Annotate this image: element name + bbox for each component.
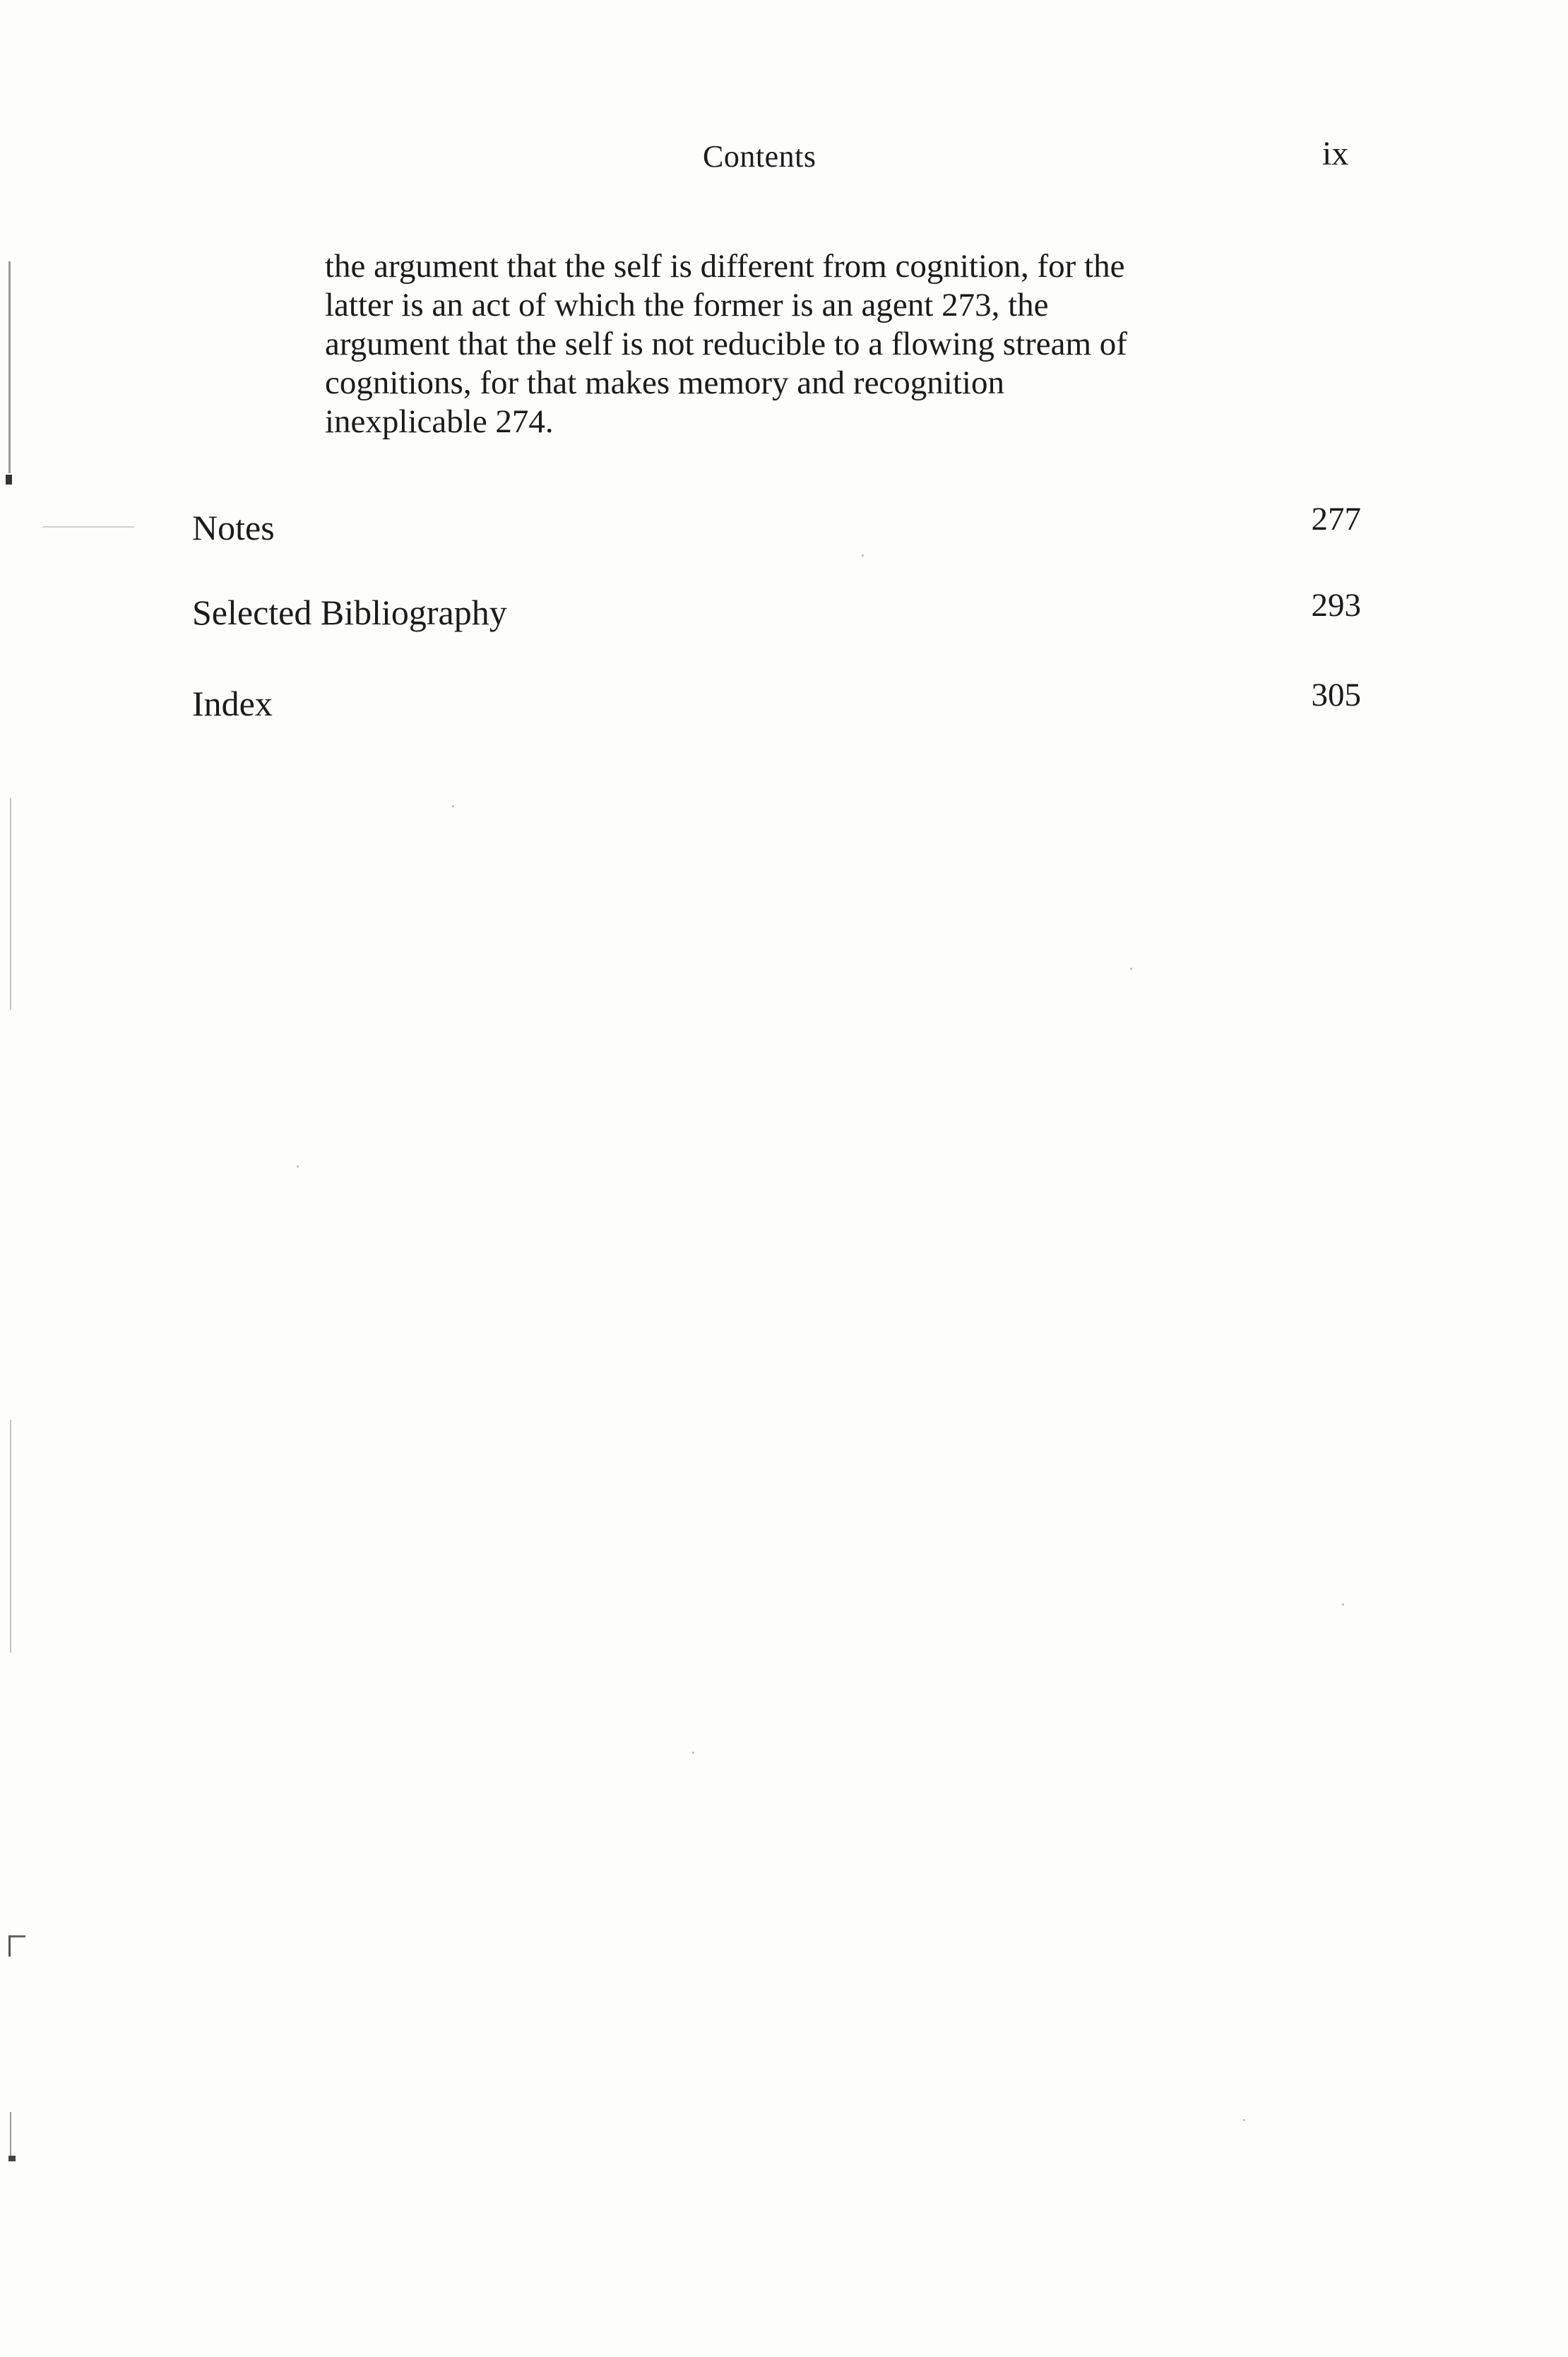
paper-speck (1243, 2119, 1245, 2121)
toc-entry-index (192, 675, 1361, 724)
paper-speck (862, 554, 864, 557)
paper-speck (297, 1165, 299, 1168)
scan-edge-mark (10, 1420, 11, 1653)
text-line: the argument that the self is different from cognition, for the (325, 248, 1125, 285)
toc-entry-title: Selected Bibliography (192, 593, 507, 632)
page-number: ix (1322, 135, 1349, 172)
scan-edge-mark (8, 261, 11, 473)
paper-speck (1130, 968, 1132, 970)
toc-entry-notes (192, 500, 1361, 550)
paper-speck (452, 805, 454, 807)
scan-edge-mark (10, 798, 11, 1010)
scan-edge-mark (10, 2112, 11, 2161)
paper-speck (1342, 1603, 1344, 1605)
scan-edge-mark (10, 1935, 25, 1937)
running-head: Contents (703, 139, 816, 174)
text-line: cognitions, for that makes memory and recognition (325, 364, 1004, 401)
scan-edge-mark (8, 2156, 16, 2161)
text-line: argument that the self is not reducible to a flowing stream of (325, 326, 1127, 362)
continued-entry-text (325, 247, 1271, 441)
toc-entry-title: Index (192, 684, 273, 723)
toc-entry-selected-bibliography (192, 586, 1361, 636)
scan-edge-mark (42, 526, 134, 528)
text-line: inexplicable 274. (325, 403, 554, 440)
toc-entry-title: Notes (192, 508, 275, 547)
text-line: latter is an act of which the former is an agent 273, the (325, 287, 1049, 323)
scan-edge-mark (6, 475, 12, 485)
toc-entry-page: 277 (1311, 501, 1361, 538)
toc-entry-page: 293 (1311, 587, 1361, 624)
paper-speck (692, 1752, 694, 1754)
scan-edge-mark (8, 1935, 11, 1957)
toc-entry-page: 305 (1311, 677, 1361, 713)
